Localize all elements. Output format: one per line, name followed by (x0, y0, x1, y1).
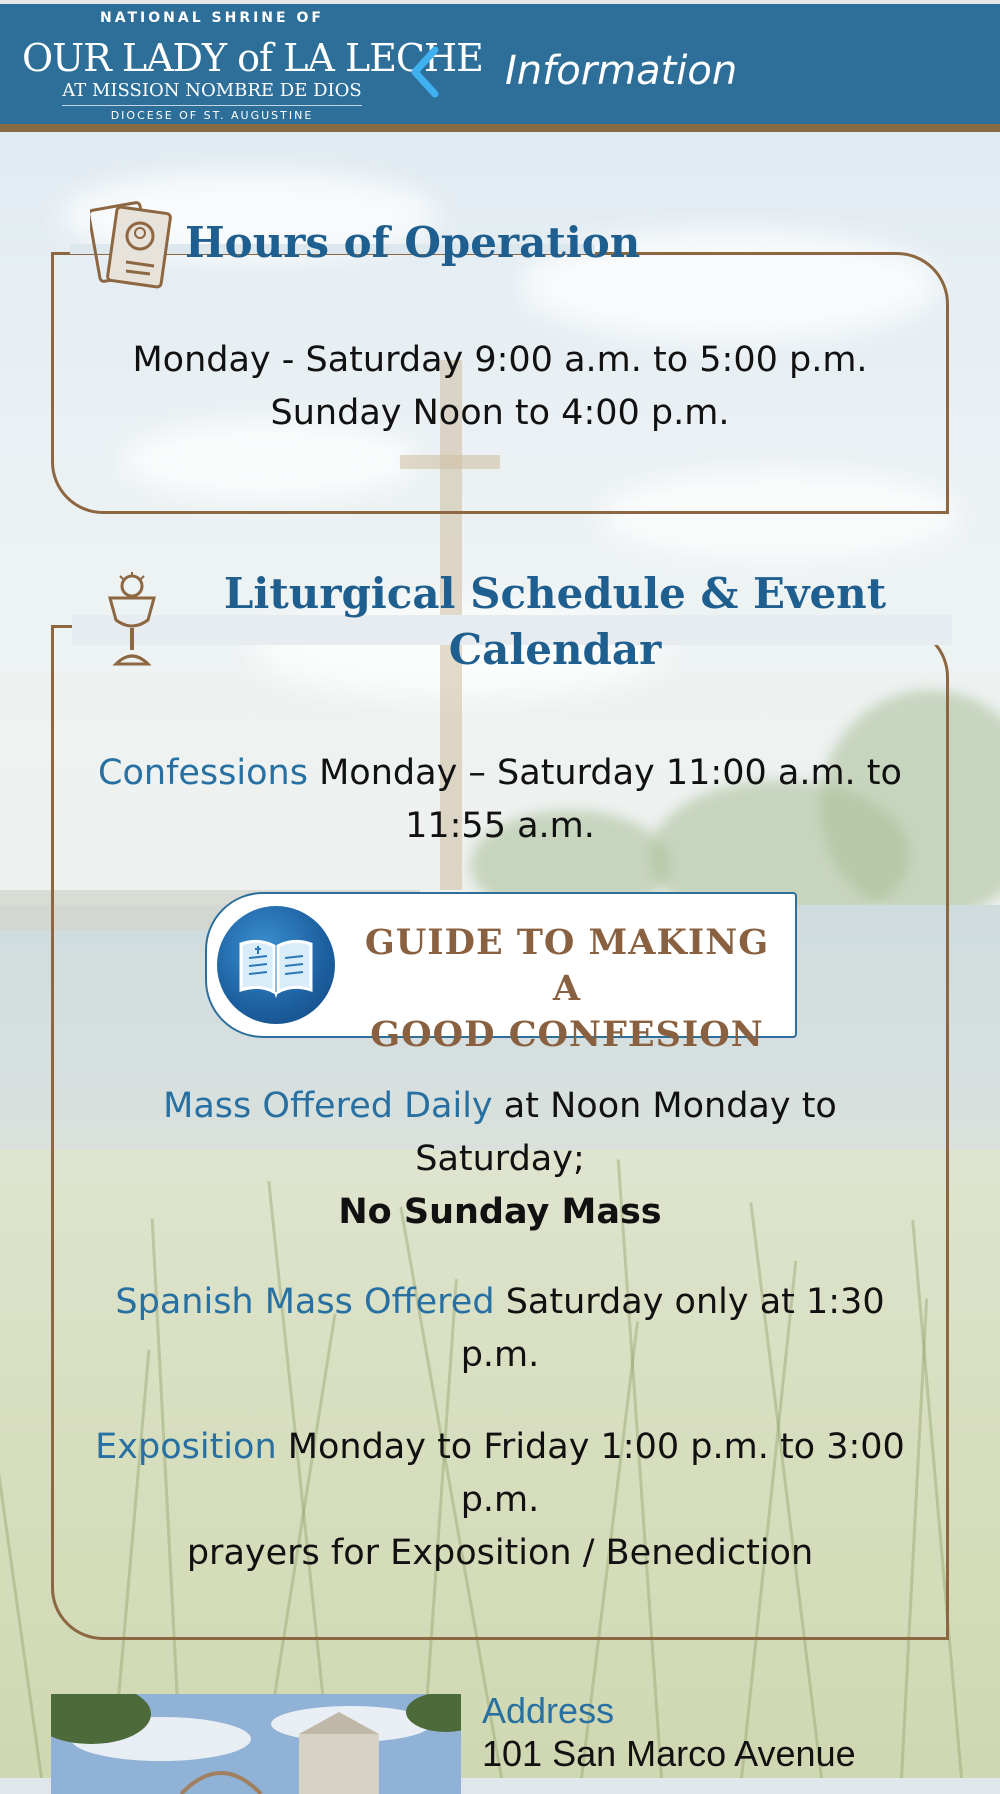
page-title: Information (505, 48, 738, 94)
address-line1: 101 San Marco Avenue (482, 1733, 856, 1774)
chevron-left-icon[interactable] (405, 42, 445, 102)
confessions-link[interactable]: Confessions (98, 753, 308, 793)
hours-sunday: Sunday Noon to 4:00 p.m. (270, 393, 730, 433)
spanish-mass-line2: p.m. (460, 1335, 540, 1375)
prayer-card-icon (90, 196, 172, 296)
logo-top-text: NATIONAL SHRINE OF (100, 10, 324, 26)
exposition-link[interactable]: Exposition (95, 1427, 277, 1467)
mission-photo (51, 1694, 461, 1794)
liturgy-heading-line2: Calendar (448, 625, 662, 674)
no-sunday-mass: No Sunday Mass (338, 1192, 662, 1232)
spanish-mass-link[interactable]: Spanish Mass Offered (115, 1282, 495, 1322)
bible-icon (217, 906, 335, 1024)
logo-divider (62, 105, 362, 106)
mass-text: at Noon Monday to (503, 1086, 837, 1126)
spanish-mass-text: Saturday only at 1:30 (505, 1282, 885, 1322)
liturgy-heading (220, 566, 890, 678)
liturgy-heading-line1: Liturgical Schedule & Event (223, 569, 887, 618)
guide-button-line2: GOOD CONFESION (370, 1014, 764, 1055)
exposition-prayers: prayers for Exposition / Benediction (186, 1533, 814, 1573)
mass-link[interactable]: Mass Offered Daily (163, 1086, 493, 1126)
address-link[interactable]: Address (482, 1690, 615, 1731)
mass-line2: Saturday; (415, 1139, 585, 1179)
spanish-mass-line1 (80, 1276, 920, 1329)
logo-main-text: OUR LADY of LA LECHE (22, 36, 483, 80)
confessions-line1 (80, 747, 920, 800)
chalice-icon (102, 570, 162, 674)
confession-guide-button[interactable] (205, 892, 797, 1055)
shrine-logo[interactable] (22, 10, 483, 125)
logo-diocese-text: DIOCESE OF ST. AUGUSTINE (110, 109, 314, 122)
mass-line1 (80, 1080, 920, 1133)
exposition-line1 (80, 1421, 920, 1474)
hours-heading: Hours of Operation (185, 218, 641, 267)
app-header (0, 0, 1000, 132)
exposition-text: Monday to Friday 1:00 p.m. to 3:00 (287, 1427, 905, 1467)
logo-sub-text: AT MISSION NOMBRE DE DIOS (62, 80, 362, 101)
hours-weekday: Monday - Saturday 9:00 a.m. to 5:00 p.m. (132, 340, 868, 380)
guide-button-label (352, 920, 782, 1058)
guide-button-line1: GUIDE TO MAKING A (364, 922, 770, 1009)
confessions-line2: 11:55 a.m. (405, 806, 595, 846)
exposition-line2: p.m. (460, 1480, 540, 1520)
confessions-text: Monday – Saturday 11:00 a.m. to (319, 753, 902, 793)
